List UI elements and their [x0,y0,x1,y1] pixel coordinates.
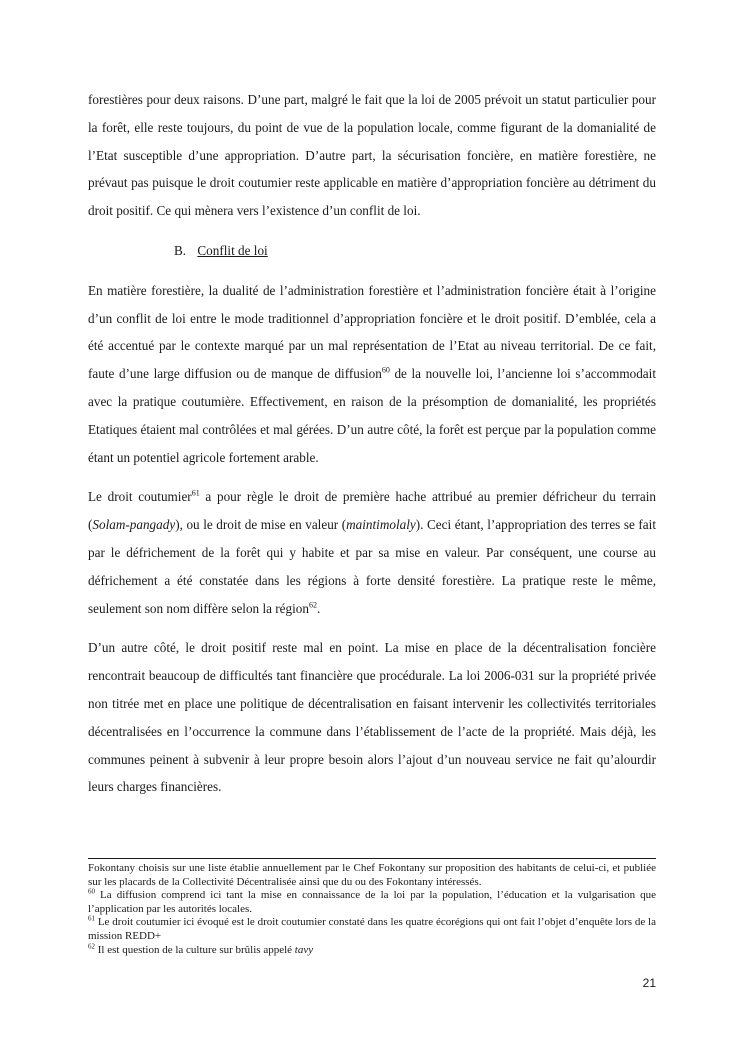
paragraph-3-text-a: Le droit coutumier [88,489,192,505]
paragraph-3-text-d: ). Ceci étant, l’appropriation des terres se fait par le défrichement de la forêt qui y habite et par sa mise en valeur. Par conséquent, une course au défrichement a été constatée dans les régions à forte densité forestière. La pratique reste le même, seulement son nom diffère selon la région [88,517,656,616]
paragraph-3-text-b: a pour règle le droit de première hache attribué au premier défricheur du terrain ( [88,489,656,533]
paragraph-2 [88,277,656,472]
footnote-62-text: Il est question de la culture sur brûlis appelé [95,943,295,956]
section-title: Conflit de loi [197,242,268,258]
paragraph-3-text-c: ), ou le droit de mise en valeur ( [175,517,347,533]
footnote-60 [88,889,656,916]
paragraph-3 [88,483,656,622]
footnote-61-number: 61 [88,914,95,923]
footnote-60-text: La diffusion comprend ici tant la mise en connaissance de la loi par la population, l’éducation et la vulgarisation que l’application par les autorités locales. [88,889,656,915]
footnote-61-text: Le droit coutumier ici évoqué est le droit coutumier constaté dans les quatre écorégions qui ont fait l’objet d’enquête lors de la mission REDD+ [88,916,656,942]
paragraph-1: forestières pour deux raisons. D’une part, malgré le fait que la loi de 2005 prévoit un statut particulier pour la forêt, elle reste toujours, du point de vue de la population locale, comme figurant de la domanialité de l’Etat susceptible d’une appropriation. D’autre part, la sécurisation foncière, en matière forestière, ne prévaut pas puisque le droit coutumier reste applicable en matière d’appropriation foncière au détriment du droit positif. Ce qui mènera vers l’existence d’un conflit de loi. [88,92,656,219]
footnote-ref-61[interactable]: 61 [191,488,200,498]
page-body [88,86,656,801]
section-label: B. [174,242,187,258]
footnotes [88,862,656,957]
paragraph-2-text-b: de la nouvelle loi, l’ancienne loi s’accommodait avec la pratique coutumière. Effectivement, en raison de la présomption de domanialité, les propriétés Etatiques étaient mal contrôlées et mal gérées. D’un autre côté, la forêt est perçue par la population comme étant un potentiel agricole fortement arable. [88,366,656,465]
footnote-60-number: 60 [88,887,95,896]
paragraph-2-text-a: En matière forestière, la dualité de l’administration forestière et l’administration foncière était à l’origine d’un conflit de loi entre le mode traditionnel d’appropriation foncière et le droit positif. D’emblée, cela a été accentué par le contexte marqué par un mal représentation de l’Etat au niveau territorial. De ce fait, faute d’une large diffusion ou de manque de diffusion [88,282,656,382]
footnote-62 [88,941,656,958]
footnote-ref-62[interactable]: 62 [308,600,317,610]
page-number: 21 [642,976,656,990]
footnote-61 [88,916,656,943]
term-tavy: tavy [294,943,314,956]
term-solam-pangady: Solam-pangady [92,517,176,533]
footnote-continuation: Fokontany choisis sur une liste établie annuellement par le Chef Fokontany sur proposition des habitants de celui-ci, et publiée sur les placards de la Collectivité Décentralisée ainsi que du ou des Fokontany intéressés. [88,862,656,888]
footnote-ref-60[interactable]: 60 [381,365,390,375]
section-heading [88,237,656,265]
footnote-separator [88,858,656,859]
paragraph-3-text-e: . [316,600,321,616]
term-maintimolaly: maintimolaly [346,517,416,533]
footnote-62-number: 62 [88,941,95,950]
paragraph-4: D’un autre côté, le droit positif reste mal en point. La mise en place de la décentralisation foncière rencontrait beaucoup de difficultés tant financière que procédurale. La loi 2006-031 sur la propriété privée non titrée met en place une politique de décentralisation en faisant intervenir les collectivités territoriales décentralisées en l’occurrence la commune dans l’établissement de l’acte de la propriété. Mais déjà, les communes peinent à subvenir à leur propre besoin alors l’ajout d’un nouveau service ne fait qu’alourdir leurs charges financières. [88,640,656,795]
